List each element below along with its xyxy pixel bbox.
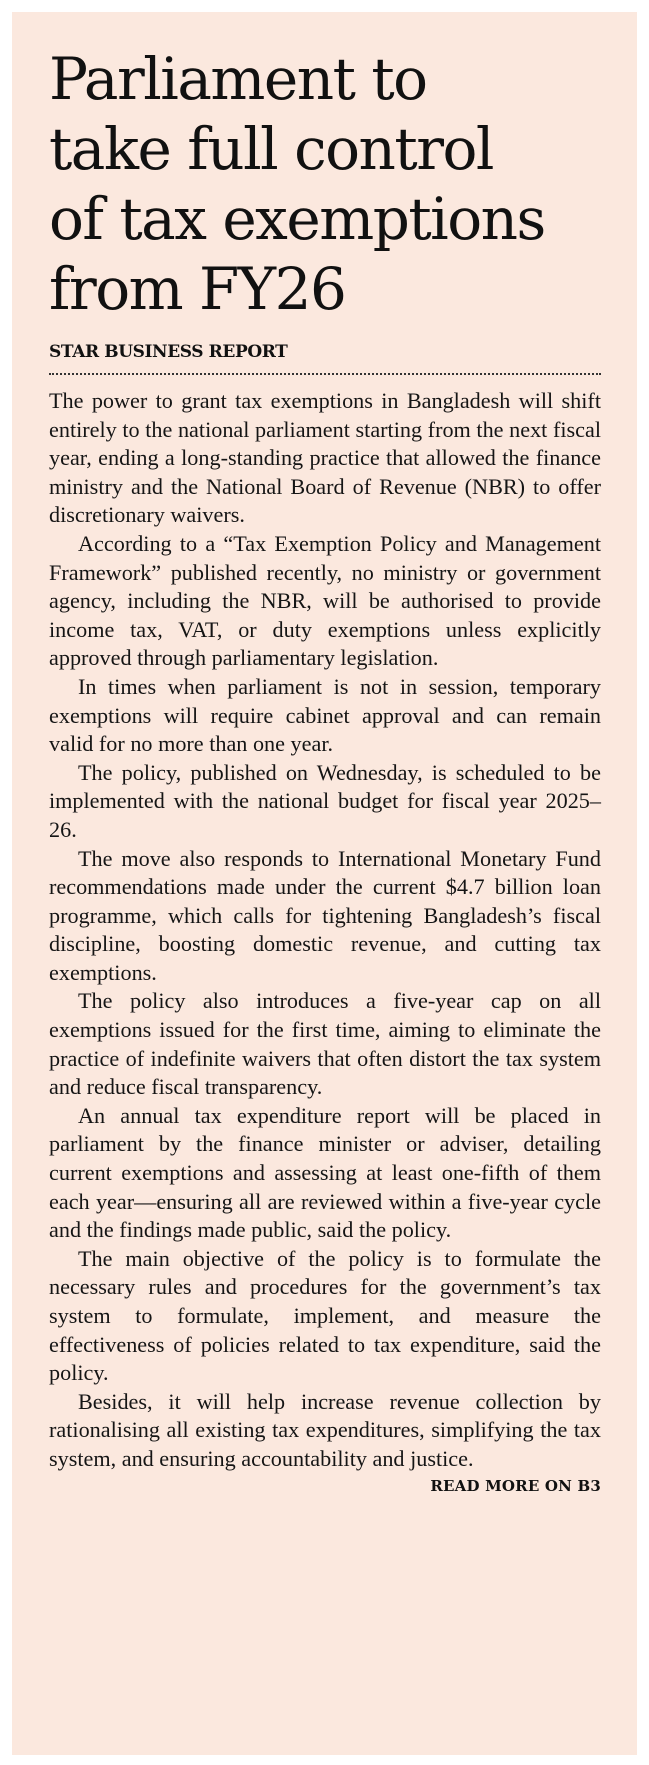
byline: STAR BUSINESS REPORT (49, 342, 288, 362)
paragraph: The policy, published on Wednesday, is scheduled to be implemented with the national budget for fiscal year 2025–26. (49, 759, 601, 842)
headline (49, 44, 601, 324)
paragraph: The main objective of the policy is to formulate the necessary rules and procedures for the government’s tax system to formulate, implement, and measure the effectiveness of policies related to tax expenditure, said the policy. (49, 1245, 601, 1386)
headline-line: from FY26 (49, 255, 346, 323)
read-more-link[interactable]: READ MORE ON B3 (430, 1476, 601, 1495)
dotted-divider (49, 373, 601, 375)
news-clipping (12, 12, 637, 1755)
paragraph: The move also responds to International Monetary Fund recommendations made under the current $4.7 billion loan programme, which calls for tightening Bangladesh’s fiscal discipline, boosting domestic revenue, and cutting tax exemptions. (49, 845, 601, 985)
paragraph: In times when parliament is not in session, temporary exemptions will require cabinet approval and can remain valid for no more than one year. (49, 673, 601, 757)
article (49, 44, 601, 1495)
paragraph: An annual tax expenditure report will be placed in parliament by the finance minister or adviser, detailing current exemptions and assessing at least one-fifth of them each year—ensuring all are reviewed within a five-year cycle and the findings made public, said the policy. (49, 1102, 601, 1243)
headline-line: Parliament to (49, 45, 427, 113)
paragraph: The power to grant tax exemptions in Bangladesh will shift entirely to the national parliament starting from the next fiscal year, ending a long-standing practice that allowed the finance ministry and the National Board of Revenue (NBR) to offer discretionary waivers. (49, 388, 601, 528)
paragraph: The policy also introduces a five-year cap on all exemptions issued for the first time, aiming to eliminate the practice of indefinite waivers that often distort the tax system and reduce fiscal transparency. (49, 988, 601, 1100)
paragraph: According to a “Tax Exemption Policy and Management Framework” published recently, no ministry or government agency, including the NBR, will be authorised to provide income tax, VAT, or duty exemptions unless explicitly approved through parliamentary legislation. (49, 530, 601, 671)
paragraph: Besides, it will help increase revenue collection by rationalising all existing tax expenditures, simplifying the tax system, and ensuring accountability and justice. (49, 1388, 601, 1471)
article-body (49, 387, 601, 1474)
headline-line: take full control (49, 115, 493, 183)
headline-line: of tax exemptions (49, 185, 545, 253)
